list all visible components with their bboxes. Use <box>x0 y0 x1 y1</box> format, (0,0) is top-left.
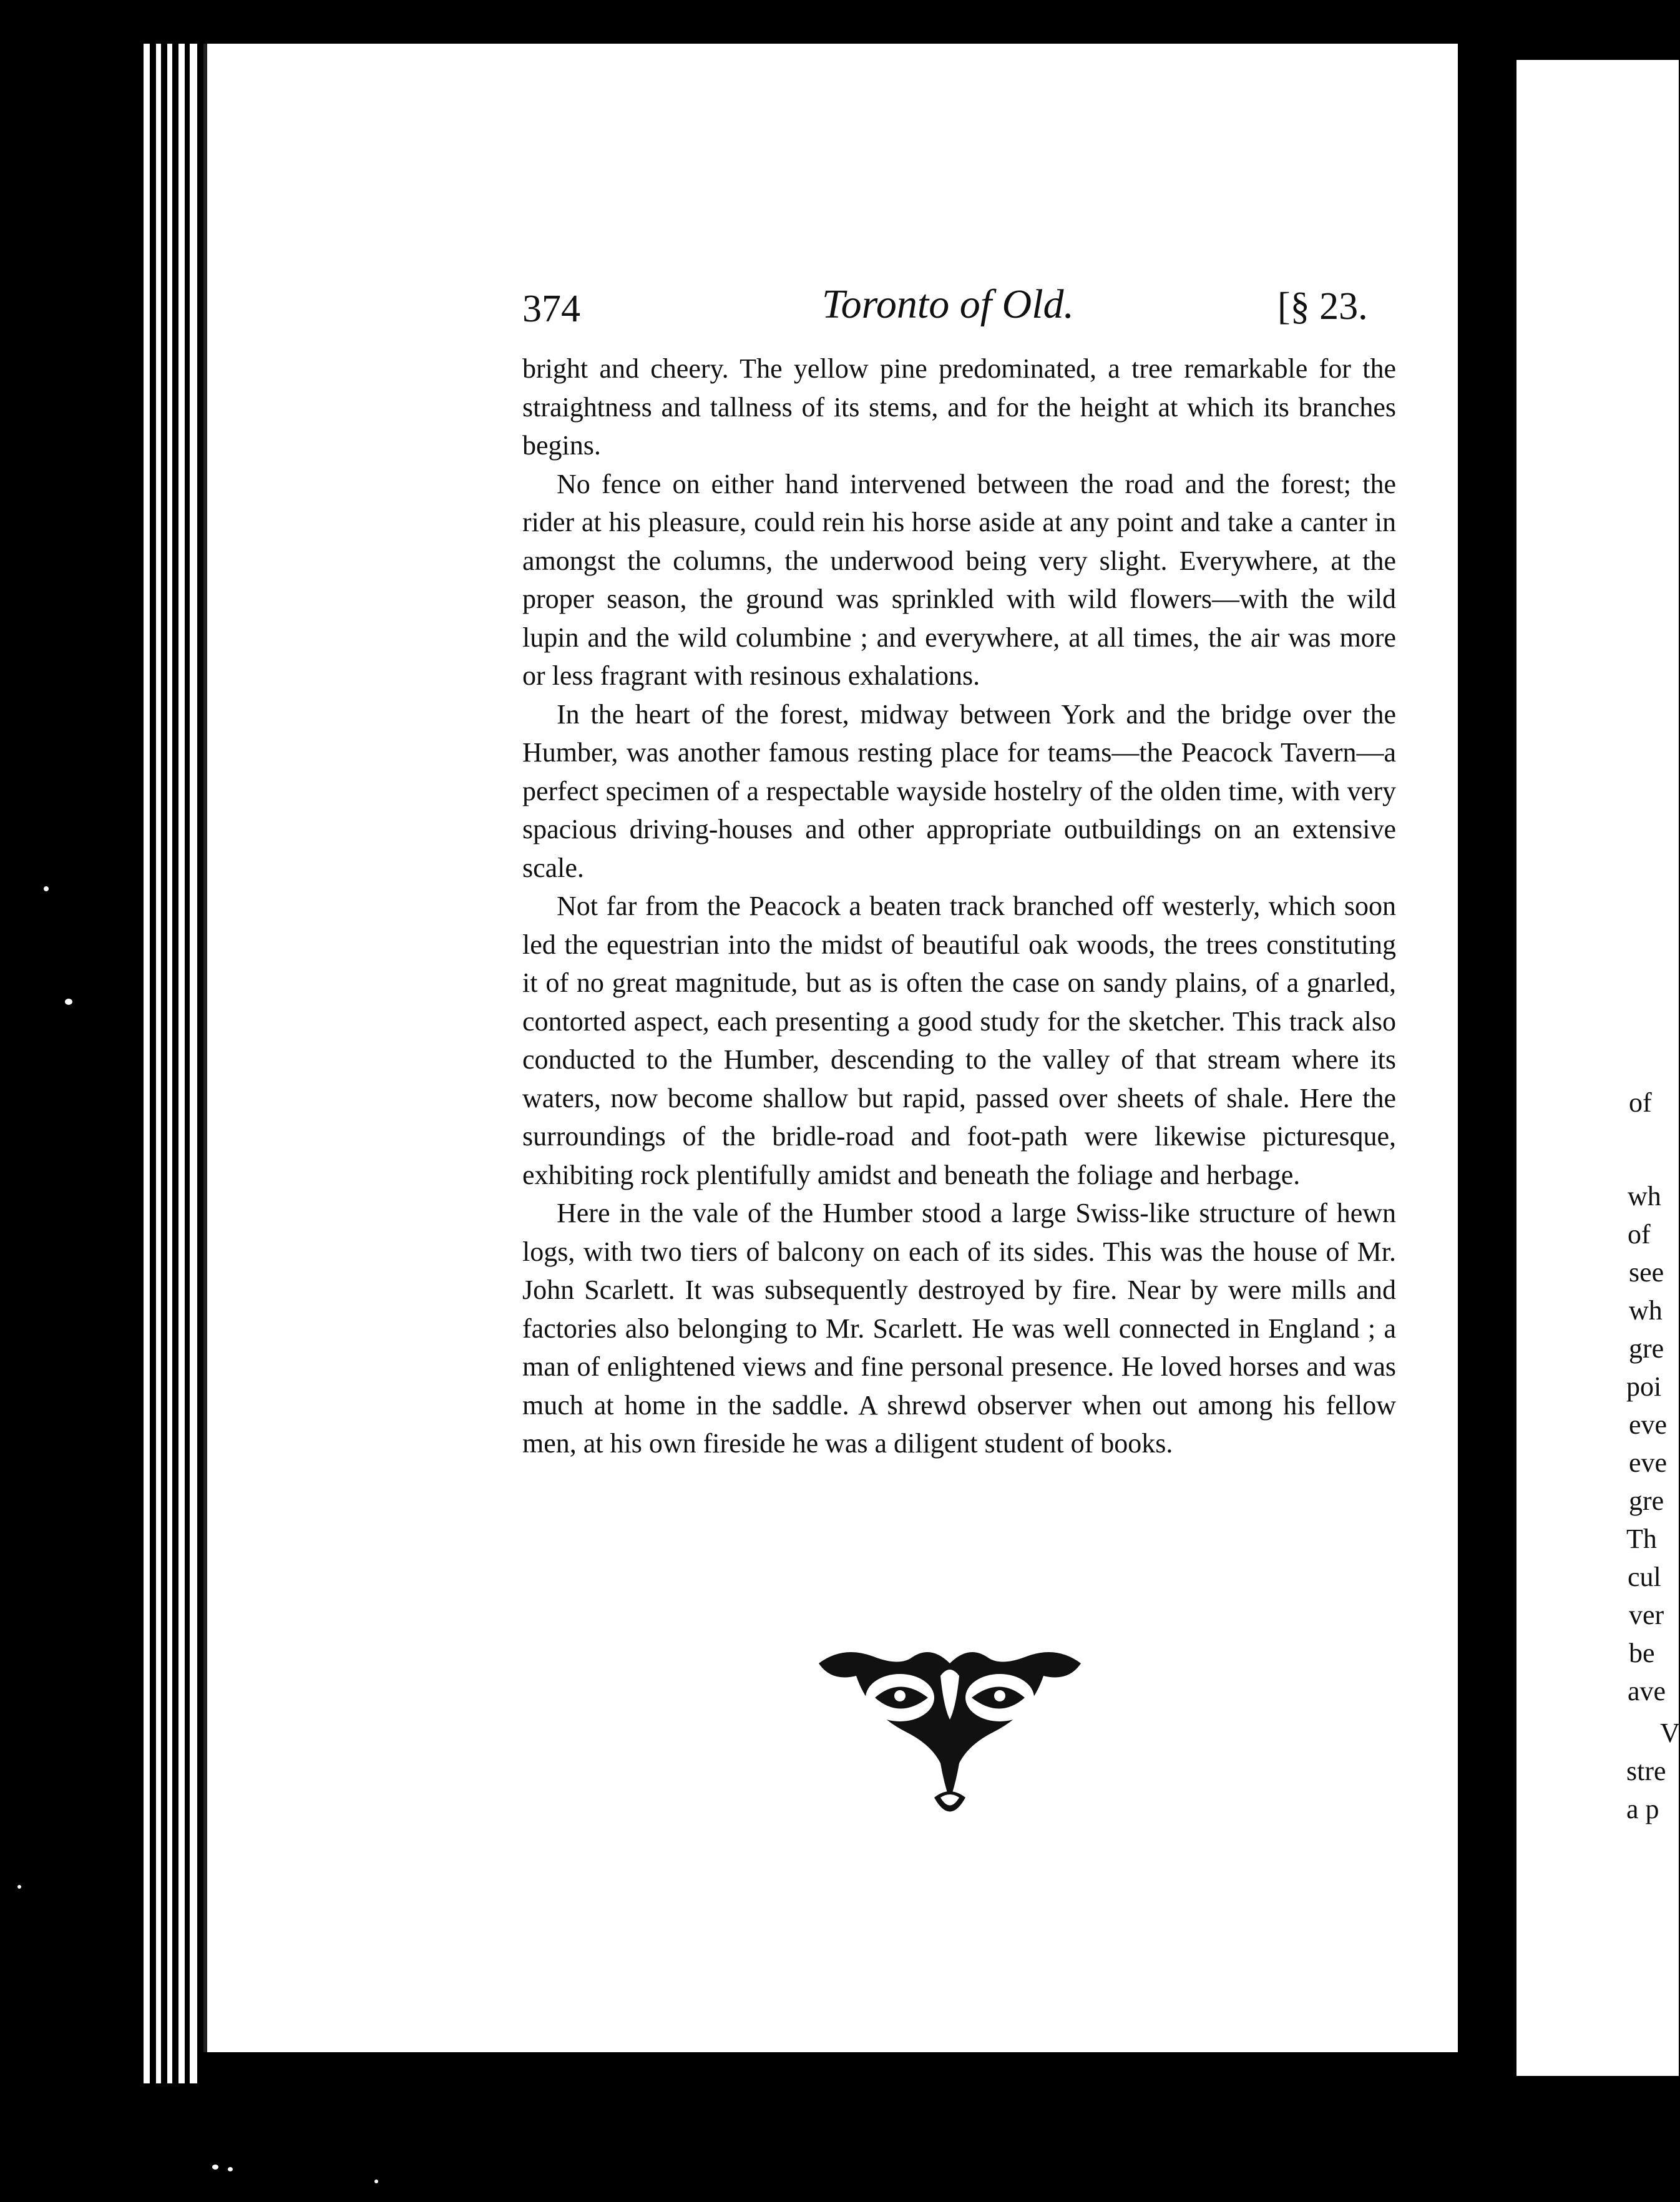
paragraph: No fence on either hand intervened between the road and the forest; the rider at his pleasure, could rein his horse aside at any point and take a canter in amongst the columns, the underwood being very slight. Everywhere, at the proper season, the ground was sprinkled with wild flowers—with the wild lupin and the wild columbine ; and everywhere, at all times, the air was more or less fragrant with resinous exhalations. <box>522 468 1396 691</box>
facing-page-text: be <box>1629 1638 1655 1668</box>
facing-page-text: wh <box>1629 1295 1663 1326</box>
paragraph: In the heart of the forest, midway between York and the bridge over the Humber, was another famous resting place for teams—the Peacock Tavern—a perfect specimen of a respectable wayside hostelry of the olden time, with very spacious driving-houses and other appropriate outbuildings on an extensive scale. <box>522 698 1396 883</box>
facing-page-text: gre <box>1629 1485 1664 1516</box>
facing-page-text: stre <box>1626 1756 1666 1786</box>
body-text <box>522 350 1396 1463</box>
facing-page-text: wh <box>1628 1181 1661 1211</box>
facing-page-text: poi <box>1626 1371 1662 1402</box>
dust-speck <box>238 257 242 261</box>
page-stack-edge <box>156 44 161 2083</box>
page-stack-edge <box>167 44 172 2083</box>
page-stack-edge <box>144 44 150 2083</box>
section-mark: [§ 23. <box>1277 285 1368 328</box>
facing-page-text: Th <box>1626 1524 1657 1554</box>
running-head <box>207 237 1458 330</box>
dust-speck <box>17 1885 21 1889</box>
facing-page-text: eve <box>1629 1409 1668 1440</box>
facing-page-text: ave <box>1628 1676 1666 1706</box>
dust-speck <box>228 2167 233 2171</box>
facing-page-text: a p <box>1626 1794 1659 1824</box>
paragraph: bright and cheery. The yellow pine predominated, a tree remarkable for the straightness and tallness of its stems, and for the height at which its branches begins. <box>522 353 1396 461</box>
running-title: Toronto of Old. <box>822 281 1075 327</box>
facing-page-text: of <box>1628 1219 1651 1250</box>
book-page-right-fragment <box>1516 60 1679 2076</box>
dust-speck <box>65 999 72 1005</box>
facing-page-text: eve <box>1629 1447 1668 1478</box>
book-page-left <box>203 44 1458 2052</box>
facing-page-text: see <box>1629 1257 1664 1288</box>
page-stack-edge <box>178 44 185 2083</box>
page-number: 374 <box>522 288 580 330</box>
paragraph: Here in the vale of the Humber stood a large Swiss-like structure of hewn logs, with two tiers of balcony on each of its sides. This was the house of Mr. John Scarlett. It was subsequently destroyed by fire. Near by were mills and factories also belonging to Mr. Scarlett. He was well connected in England ; a man of enlightened views and fine personal presence. He loved horses and was much at home in the saddle. A shrewd observer when out among his fellow men, at his own fireside he was a diligent student of books. <box>522 1198 1396 1459</box>
facing-page-text: cul <box>1628 1562 1661 1592</box>
tailpiece-ornament <box>806 1638 1093 1826</box>
dust-speck <box>374 2180 378 2183</box>
dust-speck <box>44 886 49 891</box>
facing-page-text: gre <box>1629 1333 1664 1364</box>
paragraph: Not far from the Peacock a beaten track branched off westerly, which soon led the equestrian into the midst of beautiful oak woods, the trees constituting it of no great magnitude, but as is often the case on sandy plains, of a gnarled, contorted aspect, each presenting a good study for the sketcher. This track also conducted to the Humber, descending to the valley of that stream where its waters, now become shallow but rapid, passed over sheets of shale. Here the surroundings of the bridle-road and foot-path were likewise picturesque, exhibiting rock plentifully amidst and beneath the foliage and herbage. <box>522 891 1396 1190</box>
facing-page-text: V <box>1660 1718 1680 1748</box>
dust-speck <box>212 2165 218 2170</box>
page-stack-edge <box>190 44 197 2083</box>
facing-page-text: of <box>1629 1087 1652 1118</box>
facing-page-text: ver <box>1629 1600 1664 1630</box>
